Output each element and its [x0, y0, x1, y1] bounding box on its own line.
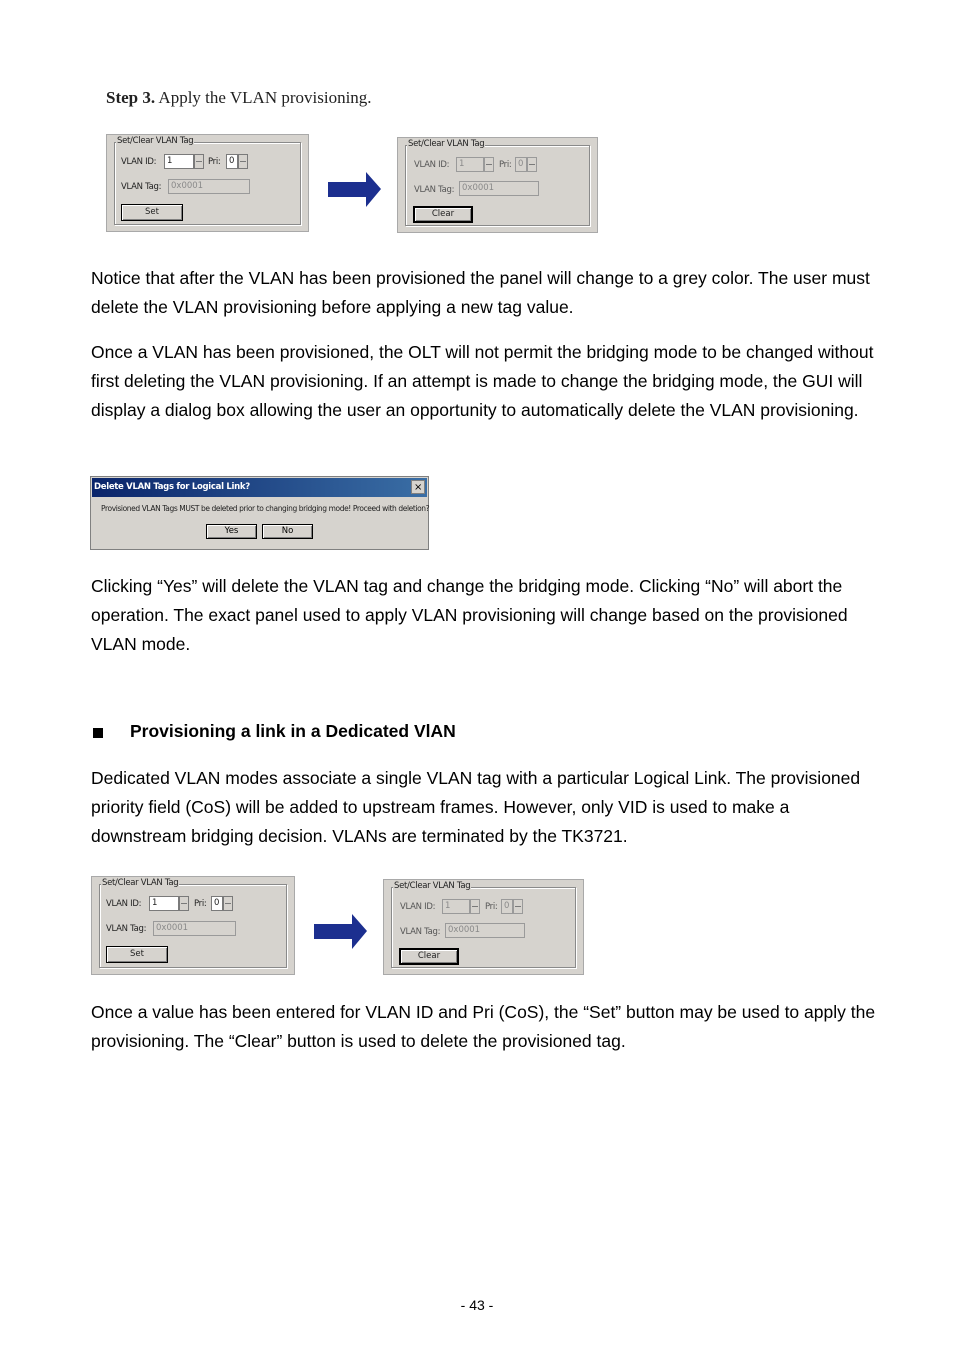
paragraph-grey-notice: Notice that after the VLAN has been provisioned the panel will change to a grey color. The user must delete the VLAN provisioning before applying a new tag value. — [91, 268, 870, 317]
step-title — [106, 88, 372, 108]
pri-spinner — [513, 899, 523, 914]
bullet-square-icon — [93, 728, 103, 738]
pri-spinner — [527, 157, 537, 172]
vlan-tag-panel-set-2 — [91, 876, 295, 975]
vlan-tag-label: VLAN Tag: — [414, 185, 455, 195]
close-icon[interactable]: × — [411, 480, 425, 494]
paragraph-set-clear: Once a value has been entered for VLAN ID and Pri (CoS), the “Set” button may be used to apply the provisioning. The “Clear” button is used to delete the provisioned tag. — [91, 1002, 876, 1051]
pri-spinner[interactable] — [223, 896, 233, 911]
pri-label: Pri: — [485, 902, 498, 912]
pri-input[interactable]: 0 — [226, 154, 238, 169]
paragraph-yes-no: Clicking “Yes” will delete the VLAN tag and change the bridging mode. Clicking “No” will abort the operation. The exact panel used to apply VLAN provisioning will change based on the provisioned VLAN mode. — [91, 576, 848, 654]
arrow-right-icon — [328, 170, 382, 210]
vlan-id-label: VLAN ID: — [106, 899, 142, 909]
vlan-tag-field: 0x0001 — [445, 923, 525, 938]
vlan-tag-panel-set — [106, 134, 309, 232]
vlan-id-spinner — [484, 157, 494, 172]
paragraph-bridging-mode: Once a VLAN has been provisioned, the OLT will not permit the bridging mode to be changed without first deleting the VLAN provisioning. If an attempt is made to change the bridging mode, the GUI will display a dialog box allowing the user an opportunity to automatically delete the VLAN provisioning. — [91, 342, 874, 420]
vlan-tag-label: VLAN Tag: — [400, 927, 441, 937]
pri-spinner[interactable] — [238, 154, 248, 169]
clear-button[interactable]: Clear — [413, 206, 473, 223]
dialog-titlebar — [92, 478, 427, 497]
vlan-id-input[interactable]: 1 — [149, 896, 179, 911]
vlan-id-label: VLAN ID: — [414, 160, 450, 170]
pri-input: 0 — [501, 899, 513, 914]
vlan-tag-field: 0x0001 — [153, 921, 236, 936]
vlan-id-spinner[interactable] — [179, 896, 189, 911]
group-title: Set/Clear VLAN Tag — [102, 878, 179, 888]
vlan-tag-label: VLAN Tag: — [121, 182, 162, 192]
vlan-tag-label: VLAN Tag: — [106, 924, 147, 934]
pri-input: 0 — [515, 157, 527, 172]
vlan-id-label: VLAN ID: — [121, 157, 157, 167]
step-label: Step 3. — [106, 88, 156, 107]
vlan-id-input: 1 — [456, 157, 484, 172]
arrow-right-icon — [314, 912, 368, 952]
step-text: Apply the VLAN provisioning. — [155, 88, 372, 107]
pri-label: Pri: — [499, 160, 512, 170]
vlan-id-spinner — [470, 899, 480, 914]
set-button[interactable]: Set — [106, 946, 168, 963]
group-title: Set/Clear VLAN Tag — [394, 881, 471, 891]
pri-label: Pri: — [208, 157, 221, 167]
vlan-tag-panel-clear — [397, 137, 598, 233]
dialog-message: Provisioned VLAN Tags MUST be deleted prior to changing bridging mode! Proceed with deletion? — [101, 504, 430, 513]
page-number: - 43 - — [460, 1297, 494, 1313]
set-button[interactable]: Set — [121, 204, 183, 221]
vlan-id-input: 1 — [442, 899, 470, 914]
yes-button[interactable]: Yes — [206, 524, 257, 539]
vlan-tag-panel-clear-2 — [383, 879, 584, 975]
delete-vlan-dialog — [90, 476, 429, 550]
group-title: Set/Clear VLAN Tag — [117, 136, 194, 146]
clear-button[interactable]: Clear — [399, 948, 459, 965]
group-title: Set/Clear VLAN Tag — [408, 139, 485, 149]
paragraph-dedicated-vlan: Dedicated VLAN modes associate a single VLAN tag with a particular Logical Link. The provisioned priority field (CoS) will be added to upstream frames. However, only VID is used to make a downstream bridging decision. VLANs are terminated by the TK3721. — [91, 768, 861, 846]
vlan-id-input[interactable]: 1 — [164, 154, 194, 169]
section-heading: Provisioning a link in a Dedicated VlAN — [130, 721, 456, 741]
pri-label: Pri: — [194, 899, 207, 909]
vlan-id-spinner[interactable] — [194, 154, 204, 169]
vlan-tag-field: 0x0001 — [459, 181, 539, 196]
pri-input[interactable]: 0 — [211, 896, 223, 911]
vlan-id-label: VLAN ID: — [400, 902, 436, 912]
dialog-title: Delete VLAN Tags for Logical Link? — [94, 482, 250, 492]
vlan-tag-field: 0x0001 — [168, 179, 250, 194]
no-button[interactable]: No — [262, 524, 313, 539]
